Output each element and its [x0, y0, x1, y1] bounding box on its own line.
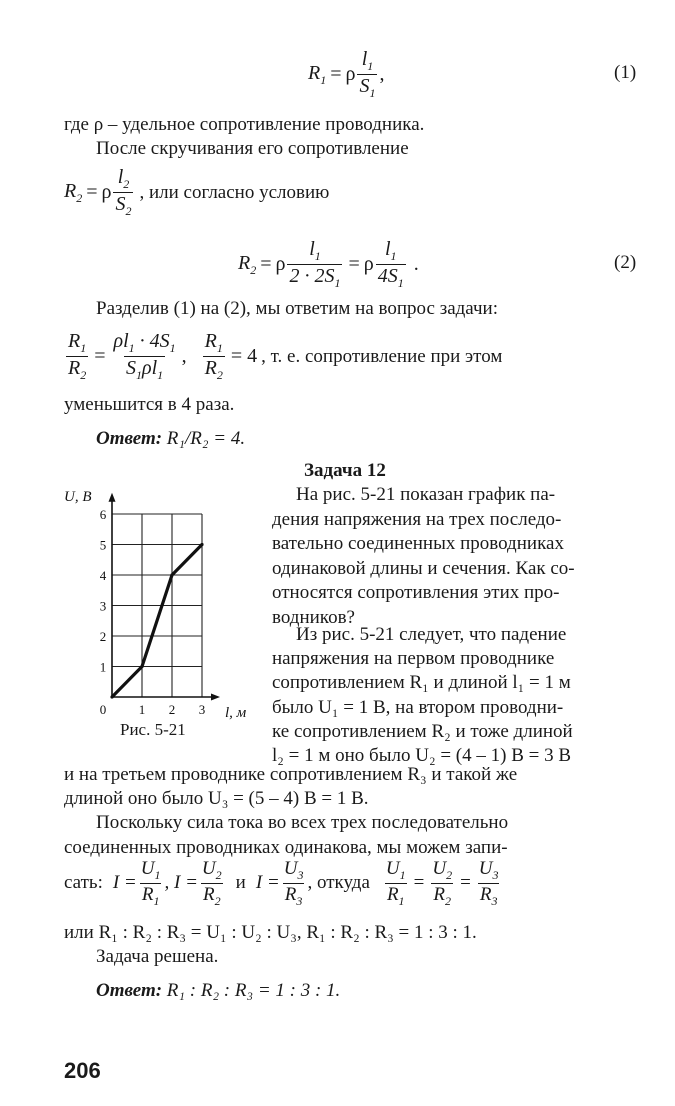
eq4-fraction-1: [139, 858, 163, 909]
eq2-rho1: ρ: [275, 253, 286, 275]
text-line-3: Разделив (1) на (2), мы ответим на вопрос задачи:: [96, 298, 498, 319]
eq2-den2: 4S: [377, 265, 398, 287]
eq4-f3d-sub: 3: [296, 893, 303, 908]
eq4-g2n-sub: 2: [446, 867, 453, 882]
eq4-f2n-sub: 2: [215, 867, 222, 882]
answer-2-text: R₁ : R₂ : R₃ = 1 : 3 : 1.: [166, 980, 341, 1001]
eq1-rho: ρ: [345, 63, 356, 85]
para2-line-1: Из рис. 5-21 следует, что падение: [296, 624, 567, 645]
eq1-num: l: [361, 48, 368, 70]
eq4-fraction-5: [430, 858, 454, 909]
eq1-den-sub: 1: [369, 86, 376, 100]
eq3-f1-den: R: [68, 357, 81, 379]
eq2-rho2: ρ: [363, 253, 374, 275]
eq4-f3d: R: [284, 883, 297, 905]
para1-line-6: водников?: [272, 607, 355, 628]
eq2a-den: S: [115, 193, 126, 215]
answer-2: [96, 980, 340, 1002]
equation-4: сать: I = $\frac{U_1}{R_1}$ , I = $\frac{U_2}{R_2}$ и I = $\frac{U_3}{R_3}$ , откуда $\frac{U_1}{R_1}$ = $\frac{U_2}{R_2}$ = $\frac{U_3}{R_3}$: [64, 858, 499, 908]
eq4-g2d-sub: 2: [445, 893, 451, 908]
eq4-g1n-sub: 1: [399, 867, 406, 882]
eq3-f3-num-sub: 1: [216, 341, 223, 355]
eq4-g1d-sub: 1: [398, 893, 405, 908]
eq4-f2d-sub: 2: [214, 893, 221, 908]
para4-line-1: Поскольку сила тока во всех трех последовательно: [96, 812, 509, 833]
eq2a-rho: ρ: [101, 181, 112, 203]
y-tick-label-2: 2: [99, 629, 107, 644]
eq1-num-sub: 1: [367, 59, 374, 73]
eq4-f1d: R: [141, 883, 154, 905]
data-point-1: [110, 695, 113, 698]
eq2-fraction-2: [376, 238, 406, 291]
eq4-g1d: R: [386, 883, 399, 905]
eq2-num1: l: [309, 238, 315, 260]
eq4-i2: , I =: [164, 872, 198, 894]
eq4-f3n: U: [283, 858, 298, 879]
eq3-fraction-1: [66, 330, 88, 383]
eq4-g3d: R: [479, 883, 492, 905]
eq3-f2-num-tail-sub: 1: [169, 341, 176, 355]
equation-1: $R_1$ = ρ $\frac{l_1}{S_1}$ ,: [308, 48, 385, 100]
eq2-num2: l: [384, 238, 391, 260]
eq4-f1d-sub: 1: [153, 893, 160, 908]
eq4-whence: , откуда: [307, 872, 370, 894]
graph-series: [110, 543, 203, 699]
eq4-and: и: [235, 872, 246, 894]
x-axis-label: l, м: [225, 705, 247, 721]
eq2-den2-sub: 1: [397, 276, 404, 290]
eq3-f3-den-sub: 2: [216, 368, 223, 382]
eq3-f2-den: S: [126, 357, 136, 379]
graph-grid: [112, 514, 202, 697]
eq3-f3-den: R: [204, 357, 217, 379]
series-line-1: [112, 545, 202, 698]
eq2a-tail: , или согласно условию: [139, 181, 330, 203]
eq4-g2n: U: [432, 858, 447, 879]
answer-1-label: Ответ:: [96, 428, 163, 449]
eq3-value: = 4: [230, 345, 258, 367]
eq4-g3d-sub: 3: [491, 893, 498, 908]
eq3-f2-den-sub: 1: [136, 368, 142, 382]
data-point-4: [200, 543, 203, 546]
answer-2-label: Ответ:: [96, 980, 163, 1001]
eq1-lhs-sub: 1: [320, 72, 327, 87]
y-tick-label-6: 6: [99, 507, 107, 522]
equation-2a: $R_2$ = ρ $\frac{l_2}{S_2}$ , или согласно условию: [64, 166, 330, 218]
text-line-5: или R₁ : R₂ : R₃ = U₁ : U₂ : U₃, R₁ : R₂ : R₃ = 1 : 3 : 1.: [64, 922, 477, 943]
eq2a-lhs-sub: 2: [76, 190, 83, 205]
eq4-f2d: R: [202, 883, 215, 905]
eq2-num1-sub: 1: [314, 249, 321, 263]
eq3-f2-num-sub: 1: [128, 341, 135, 355]
para3-line-2: длиной оно было U₃ = (5 – 4) В = 1 В.: [64, 788, 369, 809]
eq3-f2-den-tail: ρl: [142, 357, 158, 379]
para2-line-3: сопротивлением R₁ и длиной l₁ = 1 м: [272, 672, 571, 694]
y-axis-arrow: [109, 493, 116, 502]
eq3-f1-num-sub: 1: [80, 341, 87, 355]
text-line-1: где ρ – удельное сопротивление проводника.: [64, 114, 425, 135]
text-line-4: уменьшится в 4 раза.: [64, 394, 235, 415]
y-axis-label: U, В: [64, 489, 92, 505]
answer-1: [96, 428, 245, 450]
para2-line-5: ке сопротивлением R₂ и тоже длиной: [272, 720, 573, 742]
para1-line-2: дения напряжения на трех последо-: [272, 508, 562, 530]
eq3-f2-num-tail: · 4S: [134, 330, 170, 352]
eq2-lhs: R: [238, 251, 251, 274]
para4-line-2: соединенных проводниках одинакова, мы можем запи-: [64, 836, 508, 858]
eq4-fraction-4: [384, 858, 408, 909]
eq3-f1-den-sub: 2: [80, 368, 87, 382]
task-title: Задача 12: [304, 460, 386, 481]
page-number: 206: [64, 1058, 101, 1083]
text-line-6: Задача решена.: [96, 946, 219, 967]
eq4-prefix: сать:: [64, 872, 103, 894]
equation-3: $\frac{R_1}{R_2}$ = $\frac{\rho l_1 \cdot 4S_1}{S_1\rho l_1}$ , $\frac{R_1}{R_2}$ = 4 , т. е. сопротивление при этом: [68, 330, 503, 382]
x-tick-label-1: 1: [138, 702, 146, 717]
equation-1-number: (1): [614, 62, 637, 83]
eq2a-lhs: R: [64, 179, 77, 202]
eq2-den1: 2 · 2S: [289, 265, 335, 287]
x-tick-label-0: 0: [99, 702, 107, 717]
eq1-tail: ,: [379, 63, 385, 85]
eq3-f2-num: ρl: [113, 330, 129, 352]
eq2a-num-sub: 2: [123, 177, 130, 191]
eq3-f2-den-tail-sub: 1: [157, 368, 164, 382]
x-tick-label-3: 3: [198, 702, 206, 717]
eq2a-num: l: [117, 166, 124, 188]
eq3-fraction-3: [203, 330, 225, 383]
eq3-fraction-2: [112, 330, 178, 383]
text-line-2: После скручивания его сопротивление: [96, 138, 409, 159]
eq4-fraction-6: [477, 858, 501, 909]
eq1-fraction: [357, 48, 377, 101]
voltage-graph: [62, 485, 262, 730]
eq4-g1n: U: [385, 858, 400, 879]
eq2a-fraction: [113, 166, 133, 219]
eq2-den1-sub: 1: [334, 276, 341, 290]
eq3-f3-num: R: [204, 330, 217, 352]
para2-line-4: было U₁ = 1 В, на втором проводни-: [272, 696, 564, 718]
eq2-num2-sub: 1: [390, 249, 397, 263]
eq3-tail: , т. е. сопротивление при этом: [261, 345, 503, 367]
eq3-f1-num: R: [68, 330, 81, 352]
x-axis-arrow: [211, 694, 220, 701]
para2-line-6: l₂ = 1 м оно было U₂ = (4 – 1) В = 3 В: [272, 745, 571, 766]
eq2-fraction-1: [287, 238, 342, 291]
eq1-lhs: R: [308, 61, 321, 84]
eq4-f1n: U: [140, 858, 155, 879]
eq2-tail: .: [413, 253, 419, 275]
eq1-den: S: [359, 75, 370, 97]
para1-line-3: вательно соединенных проводниках: [272, 533, 564, 555]
para1-line-4: одинаковой длины и сечения. Как со-: [272, 557, 575, 579]
figure-caption: Рис. 5-21: [120, 720, 186, 739]
para2-line-2: напряжения на первом проводнике: [272, 648, 555, 670]
y-tick-label-4: 4: [99, 568, 107, 583]
equation-2-number: (2): [614, 252, 637, 273]
eq4-fraction-3: [282, 858, 306, 909]
eq2-lhs-sub: 2: [250, 262, 257, 277]
eq4-i3: I =: [255, 872, 280, 894]
eq2a-den-sub: 2: [125, 204, 132, 218]
equation-2: $R_2$ = ρ $\frac{l_1}{2 \cdot 2S_1}$ = ρ $\frac{l_1}{4S_1}$ .: [238, 238, 419, 290]
eq4-g3n-sub: 3: [492, 867, 499, 882]
data-point-2: [140, 665, 143, 668]
eq4-f2n: U: [201, 858, 216, 879]
x-tick-label-2: 2: [168, 702, 176, 717]
para1-line-5: относятся сопротивления этих про-: [272, 582, 560, 604]
eq4-g3n: U: [478, 858, 493, 879]
eq4-f3n-sub: 3: [297, 867, 304, 882]
eq4-fraction-2: [200, 858, 224, 909]
eq4-i1: I =: [112, 872, 137, 894]
y-tick-label-1: 1: [99, 659, 107, 675]
eq4-g2d: R: [433, 883, 445, 905]
y-tick-label-3: 3: [99, 598, 107, 614]
eq4-f1n-sub: 1: [154, 867, 161, 882]
data-point-3: [170, 573, 173, 576]
answer-1-text: R₁/R₂ = 4.: [166, 428, 246, 449]
y-tick-label-5: 5: [99, 537, 107, 553]
para3-line-1: и на третьем проводнике сопротивлением R₃ и такой же: [64, 764, 518, 785]
para1-line-1: На рис. 5-21 показан график па-: [296, 484, 556, 505]
